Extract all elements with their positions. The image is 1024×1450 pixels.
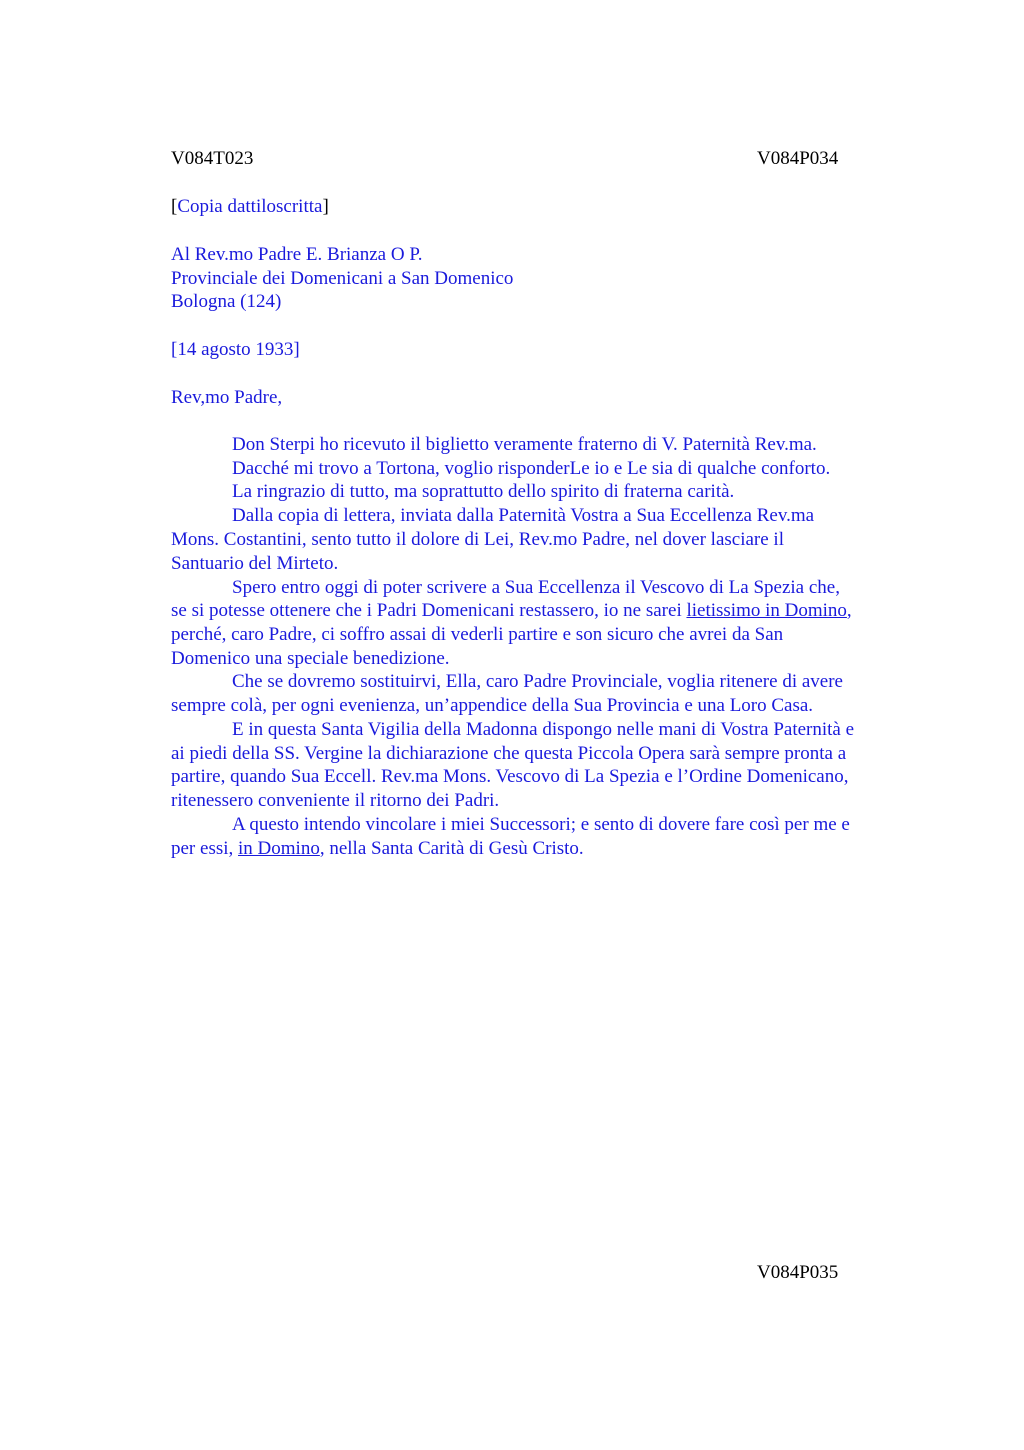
body-line: ritenessero conveniente il ritorno dei Padri.	[171, 790, 500, 811]
document-code-left: V084T023	[171, 148, 254, 169]
body-line: Dacché mi trovo a Tortona, voglio risponderLe io e Le sia di qualche conforto.	[232, 458, 831, 479]
body-line	[171, 599, 921, 623]
copy-note	[171, 195, 329, 218]
body-line: La ringrazio di tutto, ma soprattutto dello spirito di fraterna carità.	[232, 481, 735, 502]
note-bracket-open: [	[171, 196, 178, 217]
body-line: A questo intendo vincolare i miei Successori; e sento di dovere fare così per me e	[232, 814, 850, 835]
underlined-phrase: lietissimo in Domino	[686, 600, 847, 621]
body-text: per essi,	[171, 838, 239, 859]
underlined-phrase: in Domino	[238, 838, 320, 859]
body-line: Dalla copia di lettera, inviata dalla Paternità Vostra a Sua Eccellenza Rev.ma	[232, 505, 815, 526]
body-line: Santuario del Mirteto.	[171, 553, 339, 574]
body-line: Spero entro oggi di poter scrivere a Sua Eccellenza il Vescovo di La Spezia che,	[232, 577, 840, 598]
salutation: Rev,mo Padre,	[171, 387, 283, 408]
page-code-top: V084P034	[757, 148, 839, 169]
body-line: Mons. Costantini, sento tutto il dolore di Lei, Rev.mo Padre, nel dover lasciare il	[171, 529, 784, 550]
body-line: sempre colà, per ogni evenienza, un’appendice della Sua Provincia e una Loro Casa.	[171, 695, 814, 716]
body-line	[171, 837, 921, 861]
address-line-recipient: Al Rev.mo Padre E. Brianza O P.	[171, 244, 423, 265]
letter-date: [14 agosto 1933]	[171, 339, 300, 360]
note-text: Copia dattiloscritta	[177, 196, 323, 217]
body-line: ai piedi della SS. Vergine la dichiarazione che questa Piccola Opera sarà sempre pronta a	[171, 743, 847, 764]
address-line-city: Bologna (124)	[171, 291, 282, 312]
body-line: Don Sterpi ho ricevuto il biglietto veramente fraterno di V. Paternità Rev.ma.	[232, 434, 817, 455]
body-line: Domenico una speciale benedizione.	[171, 648, 450, 669]
body-line: Che se dovremo sostituirvi, Ella, caro Padre Provinciale, voglia ritenere di avere	[232, 671, 843, 692]
body-text: se si potesse ottenere che i Padri Domenicani restassero, io ne sarei	[171, 600, 687, 621]
note-bracket-close: ]	[322, 196, 329, 217]
body-line: perché, caro Padre, ci soffro assai di vederli partire e son sicuro che avrei da San	[171, 624, 784, 645]
body-text: , nella Santa Carità di Gesù Cristo.	[319, 838, 584, 859]
address-line-title: Provinciale dei Domenicani a San Domenico	[171, 268, 514, 289]
body-line: partire, quando Sua Eccell. Rev.ma Mons. Vescovo di La Spezia e l’Ordine Domenicano,	[171, 766, 849, 787]
page-code-bottom: V084P035	[757, 1262, 839, 1283]
body-text: ,	[846, 600, 852, 621]
body-line: E in questa Santa Vigilia della Madonna dispongo nelle mani di Vostra Paternità e	[232, 719, 855, 740]
